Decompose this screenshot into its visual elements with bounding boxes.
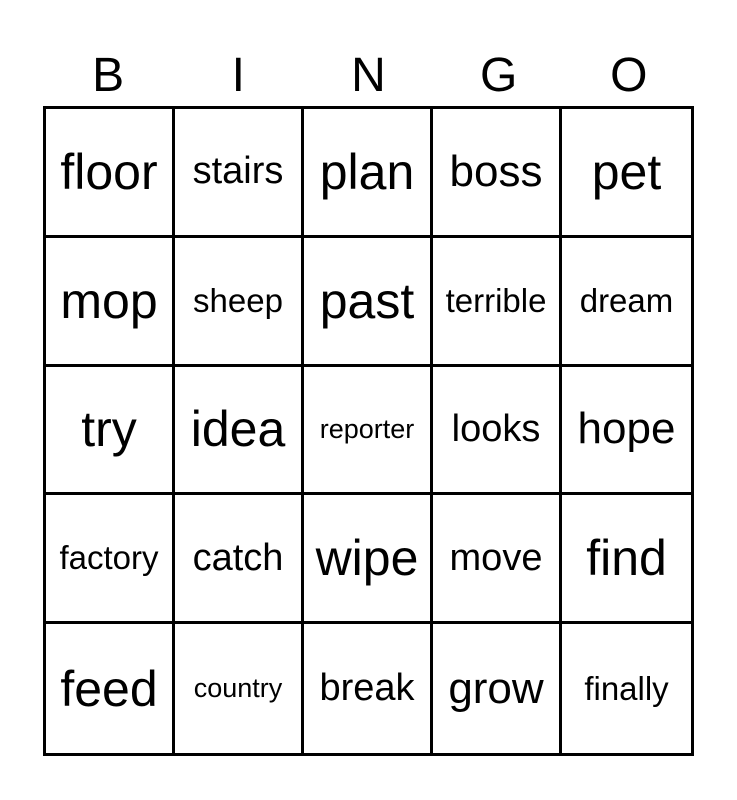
header-letter-o: O (610, 49, 648, 102)
bingo-cell: stairs (175, 109, 304, 238)
header-letter-i: I (231, 49, 245, 102)
bingo-cell: reporter (304, 367, 433, 496)
bingo-cell: feed (46, 624, 175, 753)
bingo-cell: idea (175, 367, 304, 496)
bingo-cell: country (175, 624, 304, 753)
bingo-cell: dream (562, 238, 691, 367)
bingo-cell: floor (46, 109, 175, 238)
bingo-cell: grow (433, 624, 562, 753)
bingo-cell: sheep (175, 238, 304, 367)
bingo-cell: try (46, 367, 175, 496)
header-letter-g: G (479, 49, 518, 102)
bingo-cell: break (304, 624, 433, 753)
bingo-cell: hope (562, 367, 691, 496)
bingo-cell: move (433, 495, 562, 624)
bingo-cell: plan (304, 109, 433, 238)
bingo-cell: boss (433, 109, 562, 238)
bingo-cell: finally (584, 669, 669, 707)
bingo-cell: catch (175, 495, 304, 624)
bingo-header (43, 48, 694, 104)
bingo-cell: find (562, 495, 691, 624)
bingo-cell: factory (46, 495, 175, 624)
bingo-cell: terrible (433, 238, 562, 367)
bingo-cell: wipe (304, 495, 433, 624)
bingo-cell: past (304, 238, 433, 367)
bingo-cell: mop (46, 238, 175, 367)
header-letter-n: N (351, 49, 386, 102)
bingo-cell: pet (562, 109, 691, 238)
bingo-board (43, 106, 694, 756)
header-letter-b: B (92, 49, 125, 102)
bingo-cell: looks (433, 367, 562, 496)
